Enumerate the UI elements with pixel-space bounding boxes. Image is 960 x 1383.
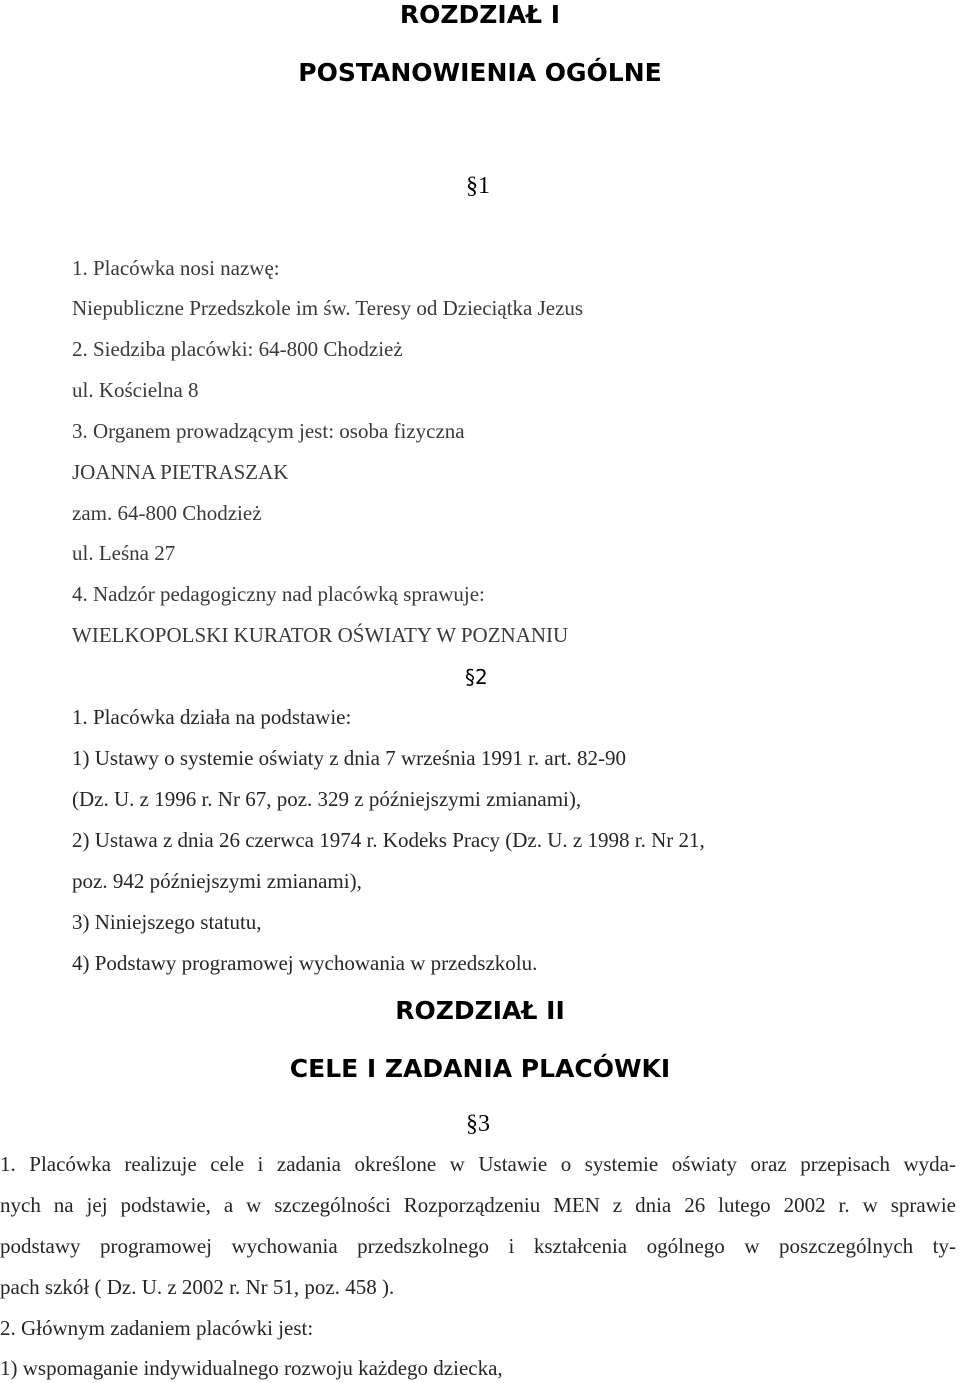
section-1-line-3: 2. Siedziba placówki: 64-800 Chodzież bbox=[72, 337, 403, 361]
section-2-line-3: (Dz. U. z 1996 r. Nr 67, poz. 329 z późniejszymi zmianami), bbox=[72, 787, 582, 811]
chapter-2-title: CELE I ZADANIA PLACÓWKI bbox=[289, 1054, 671, 1083]
section-3-paragraph-line-1: 1. Placówka realizuje cele i zadania określone w Ustawie o systemie oświaty oraz przepisach wyda- bbox=[0, 1152, 956, 1176]
section-1-line-4: ul. Kościelna 8 bbox=[72, 378, 199, 402]
section-2-mark: §2 bbox=[465, 665, 488, 689]
section-2-line-7: 4) Podstawy programowej wychowania w przedszkolu. bbox=[72, 951, 538, 975]
section-2-line-4: 2) Ustawa z dnia 26 czerwca 1974 r. Kodeks Pracy (Dz. U. z 1998 r. Nr 21, bbox=[72, 828, 705, 852]
section-3-item-2-1: 1) wspomaganie indywidualnego rozwoju każdego dziecka, bbox=[0, 1356, 503, 1380]
section-2-line-6: 3) Niniejszego statutu, bbox=[72, 910, 262, 934]
section-1-line-1: 1. Placówka nosi nazwę: bbox=[72, 256, 280, 280]
section-1-line-9: 4. Nadzór pedagogiczny nad placówką sprawuje: bbox=[72, 582, 485, 606]
section-1-line-7: zam. 64-800 Chodzież bbox=[72, 501, 262, 525]
section-3-paragraph-line-2: nych na jej podstawie, a w szczególności Rozporządzeniu MEN z dnia 26 lutego 2002 r. w sprawie bbox=[0, 1193, 956, 1217]
section-1-mark: §1 bbox=[466, 173, 490, 199]
section-1-line-8: ul. Leśna 27 bbox=[72, 541, 176, 565]
section-3-mark: §3 bbox=[466, 1111, 490, 1137]
section-3-item-2: 2. Głównym zadaniem placówki jest: bbox=[0, 1316, 314, 1340]
section-1-line-10: WIELKOPOLSKI KURATOR OŚWIATY W POZNANIU bbox=[72, 623, 569, 647]
section-3-paragraph-line-4: pach szkół ( Dz. U. z 2002 r. Nr 51, poz. 458 ). bbox=[0, 1275, 395, 1299]
section-1-line-5: 3. Organem prowadzącym jest: osoba fizyczna bbox=[72, 419, 465, 443]
section-2-line-1: 1. Placówka działa na podstawie: bbox=[72, 705, 352, 729]
section-3-paragraph-line-3: podstawy programowej wychowania przedszkolnego i kształcenia ogólnego w poszczególnych ty- bbox=[0, 1234, 956, 1258]
section-2-line-5: poz. 942 późniejszymi zmianami), bbox=[72, 869, 362, 893]
section-1-line-6: JOANNA PIETRASZAK bbox=[72, 460, 289, 484]
chapter-1-heading: ROZDZIAŁ I bbox=[399, 0, 561, 29]
section-2-line-2: 1) Ustawy o systemie oświaty z dnia 7 września 1991 r. art. 82-90 bbox=[72, 746, 627, 770]
chapter-1-title: POSTANOWIENIA OGÓLNE bbox=[298, 58, 662, 87]
section-1-line-2: Niepubliczne Przedszkole im św. Teresy od Dzieciątka Jezus bbox=[72, 296, 584, 320]
chapter-2-heading: ROZDZIAŁ II bbox=[395, 996, 565, 1025]
